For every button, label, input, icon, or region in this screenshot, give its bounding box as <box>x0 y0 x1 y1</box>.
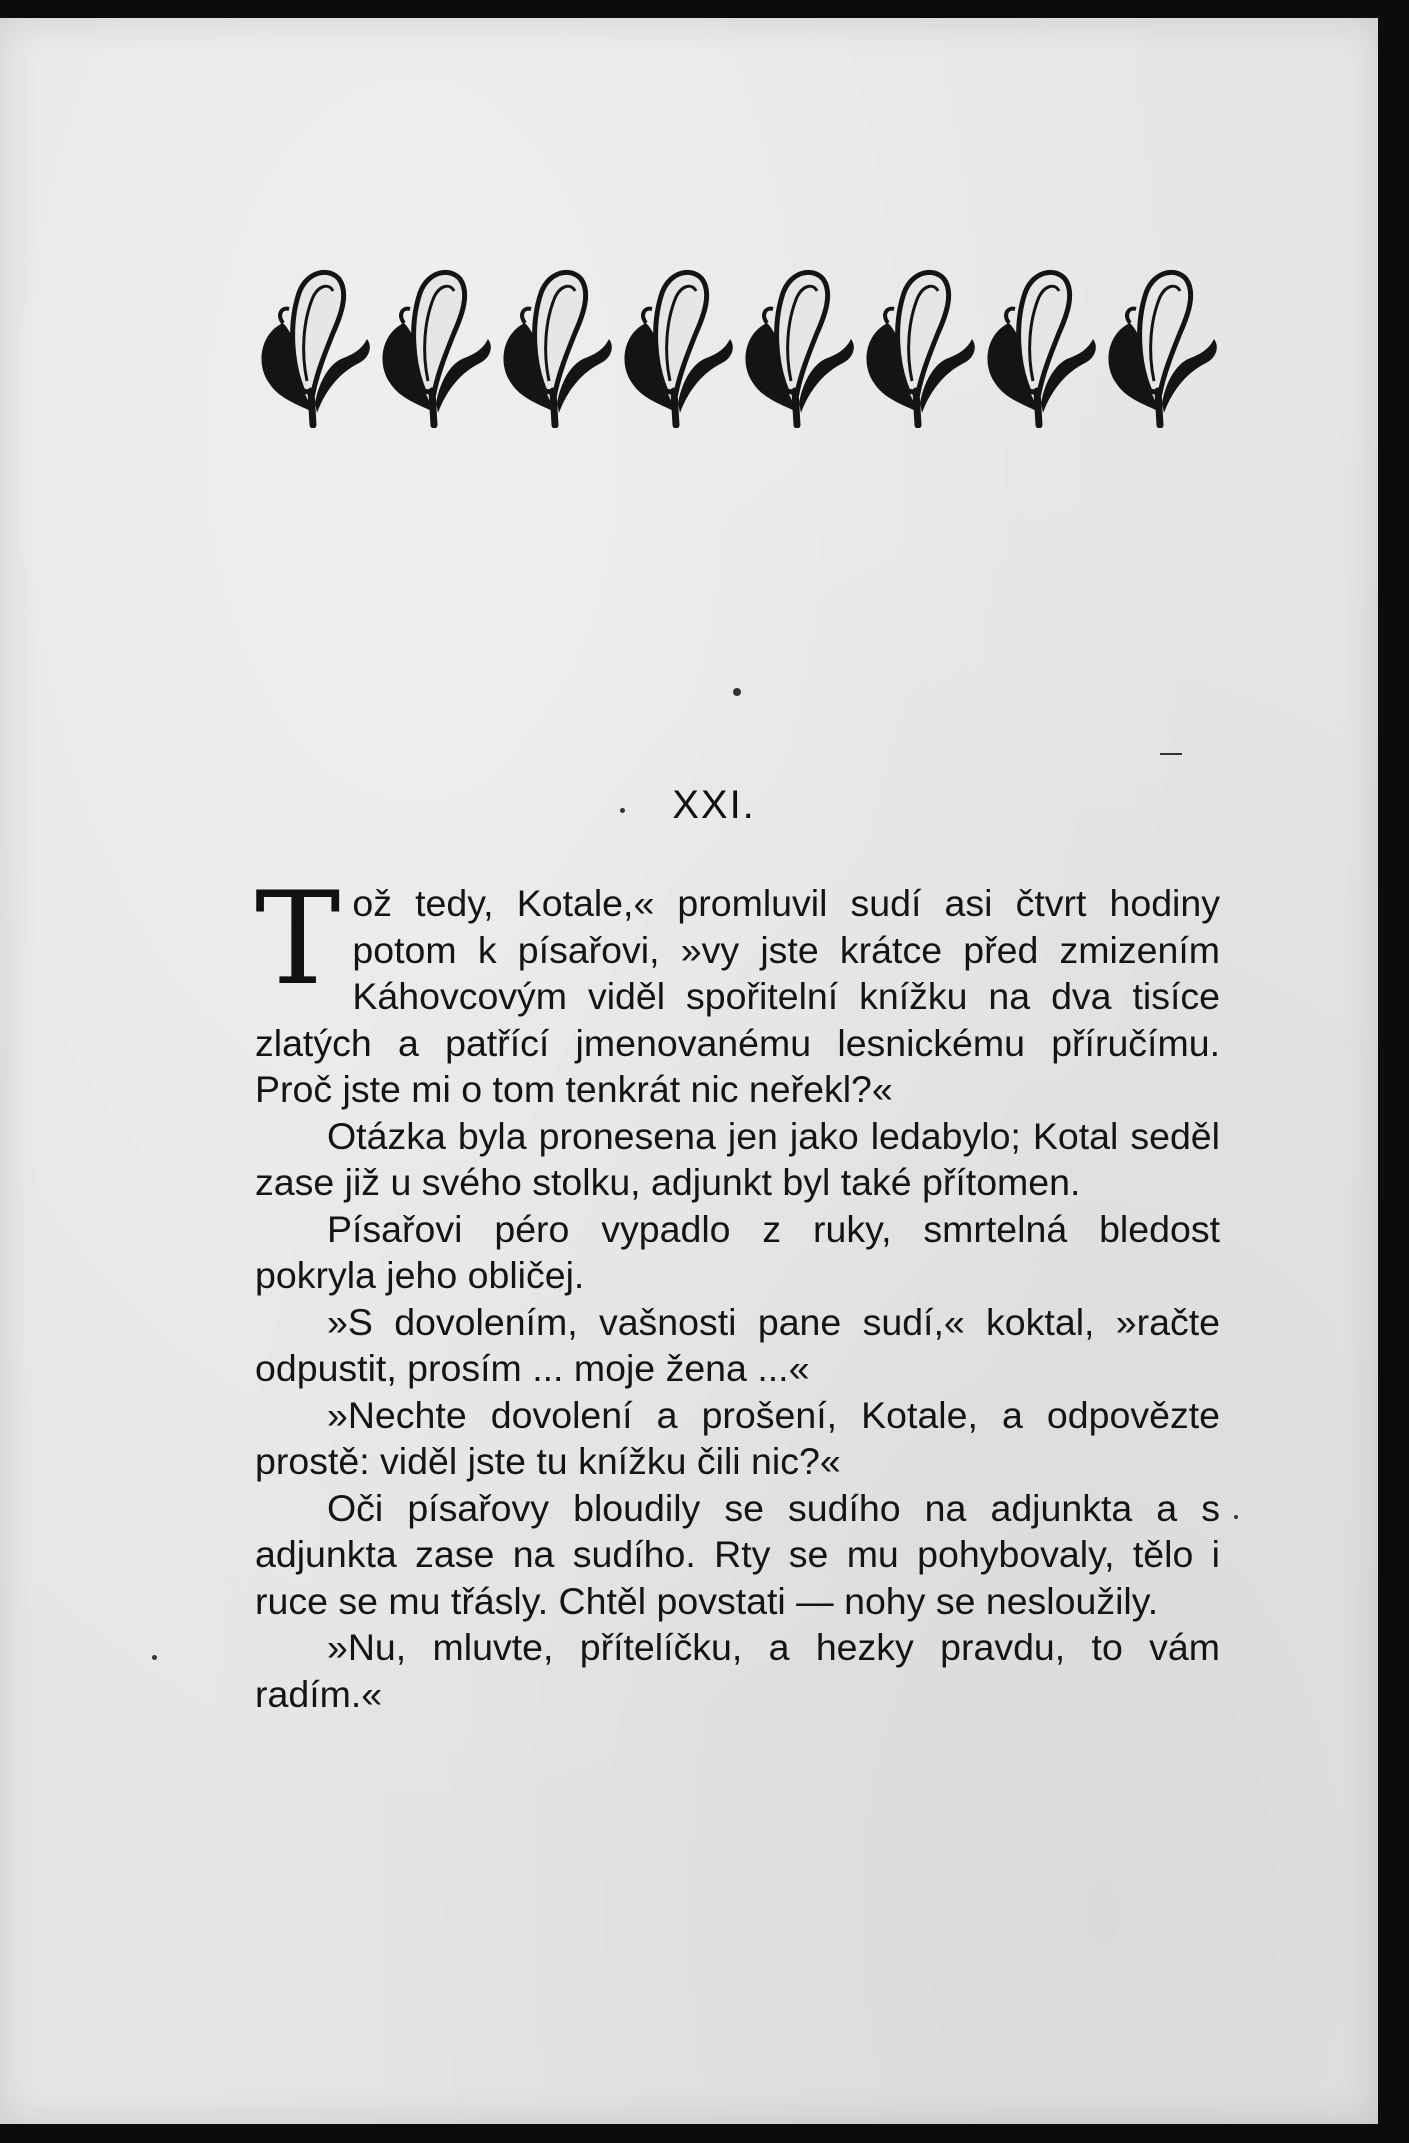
paragraph-6: Oči písařovy bloudily se sudího na adjunkta a s adjunkta zase na sudího. Rty se mu pohybovaly, tělo i ruce se mu třásly. Chtěl povstati — nohy se nesloužily. <box>255 1486 1220 1622</box>
print-speck <box>620 808 625 813</box>
print-speck <box>1234 1515 1238 1519</box>
drop-cap: T <box>255 865 341 1014</box>
decorative-ornament-row <box>255 263 1220 428</box>
flower-petal-ornament-icon <box>1102 263 1220 428</box>
flower-petal-ornament-icon <box>739 263 857 428</box>
print-speck <box>733 688 741 696</box>
paragraph-4: »S dovolením, vašnosti pane sudí,« koktal, »račte odpustit, prosím ... moje žena ...« <box>255 1300 1220 1389</box>
paragraph-1 <box>255 865 1220 1113</box>
paragraph-3: Písařovi péro vypadlo z ruky, smrtelná bledost pokryla jeho obličej. <box>255 1207 1220 1296</box>
paragraph-7: »Nu, mluvte, přítelíčku, a hezky pravdu, to vám radím.« <box>255 1626 1220 1715</box>
print-speck <box>152 1655 157 1660</box>
flower-petal-ornament-icon <box>981 263 1099 428</box>
book-page <box>0 18 1378 2124</box>
flower-petal-ornament-icon <box>860 263 978 428</box>
chapter-text <box>255 865 1220 1717</box>
flower-petal-ornament-icon <box>497 263 615 428</box>
paragraph-1-text: ož tedy, Kotale,« promluvil sudí asi čtvrt hodiny potom k písařovi, »vy jste krátce před zmizením Káhovcovým viděl spořitelní knížku na dva tisíce zlatých a patřící jmenovanému lesnickému příručímu. Proč jste mi o tom tenkrát nic neřekl?« <box>255 882 1220 1110</box>
chapter-heading: XXI. <box>672 783 756 827</box>
paragraph-5: »Nechte dovolení a prošení, Kotale, a odpovězte prostě: viděl jste tu knížku čili nic?« <box>255 1393 1220 1482</box>
flower-petal-ornament-icon <box>376 263 494 428</box>
paragraph-2: Otázka byla pronesena jen jako ledabylo; Kotal seděl zase již u svého stolku, adjunkt byl také přítomen. <box>255 1114 1220 1203</box>
flower-petal-ornament-icon <box>618 263 736 428</box>
flower-petal-ornament-icon <box>255 263 373 428</box>
print-speck <box>1160 753 1182 755</box>
